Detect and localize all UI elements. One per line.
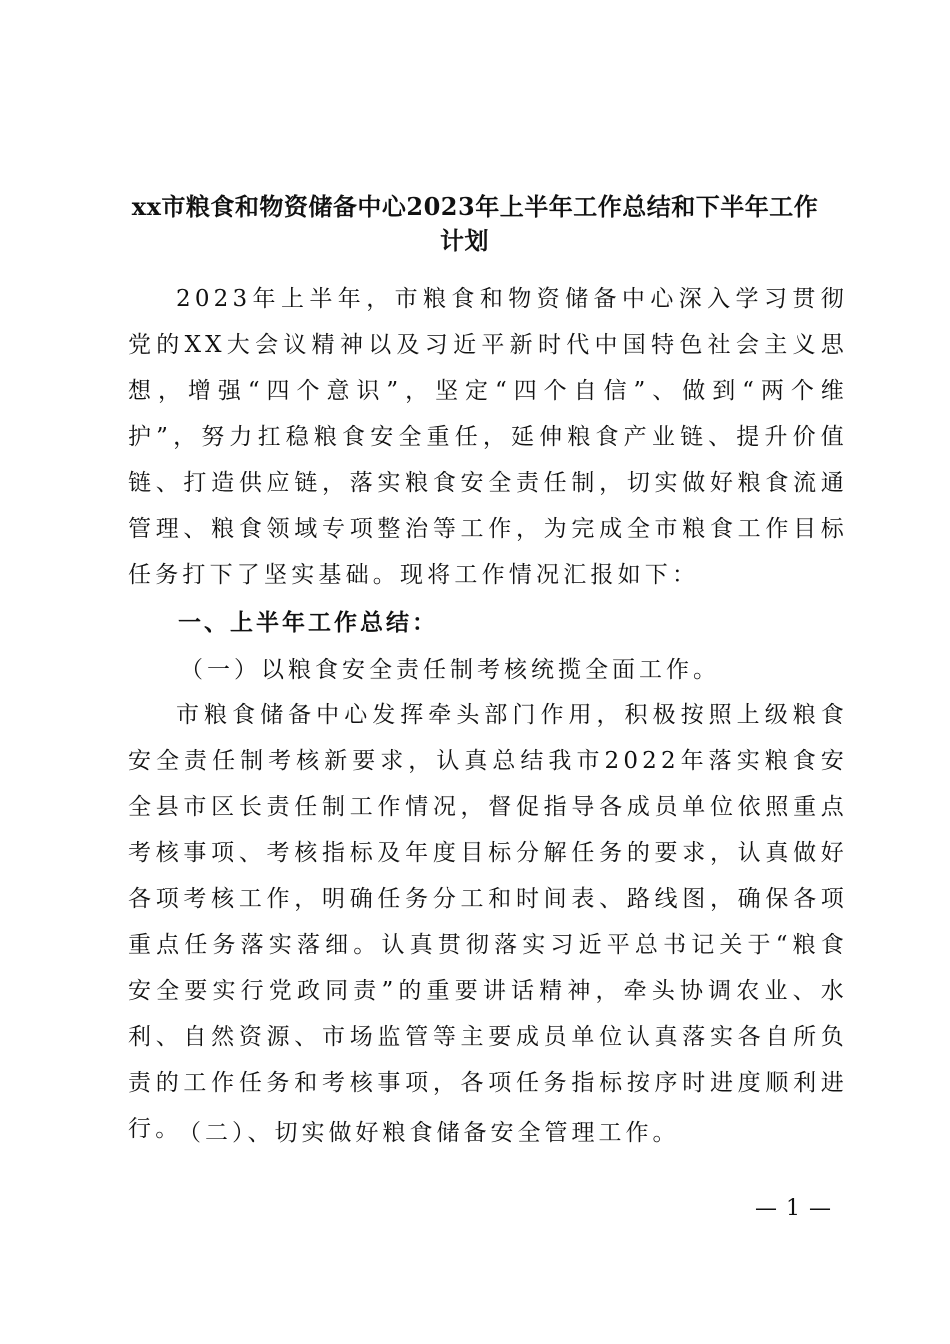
subheading-1: （一）以粮食安全责任制考核统揽全面工作。: [180, 657, 720, 683]
paragraph-1: 市粮食储备中心发挥牵头部门作用，积极按照上级粮食安全责任制考核新要求，认真总结我市2022年落实粮食安全县市区长责任制工作情况，督促指导各成员单位依照重点考核事项、考核指标及年度目标分解任务的要求，认真做好各项考核工作，明确任务分工和时间表、路线图，确保各项重点任务落实落细。认真贯彻落实习近平总书记关于“粮食安全要实行党政同责”的重要讲话精神，牵头协调农业、水利、自然资源、市场监管等主要成员单位认真落实各自所负责的工作任务和考核事项，各项任务指标按序时进度顺利进行。: [128, 702, 848, 1142]
document-title-line-2: 计划: [440, 226, 489, 255]
subheading-2: （二）、切实做好粮食储备安全管理工作。: [178, 1120, 680, 1146]
document-title-line-1: xx市粮食和物资储备中心2023年上半年工作总结和下半年工作: [131, 192, 819, 221]
page-number: — 1 —: [755, 1196, 832, 1221]
intro-paragraph: 2023年上半年，市粮食和物资储备中心深入学习贯彻党的XX大会议精神以及习近平新时代中国特色社会主义思想，增强“四个意识”，坚定“四个自信”、做到“两个维护”，努力扛稳粮食安全重任，延伸粮食产业链、提升价值链、打造供应链，落实粮食安全责任制，切实做好粮食流通管理、粮食领域专项整治等工作，为完成全市粮食工作目标任务打下了坚实基础。现将工作情况汇报如下：: [128, 286, 848, 588]
section-heading: 一、上半年工作总结：: [178, 609, 438, 636]
